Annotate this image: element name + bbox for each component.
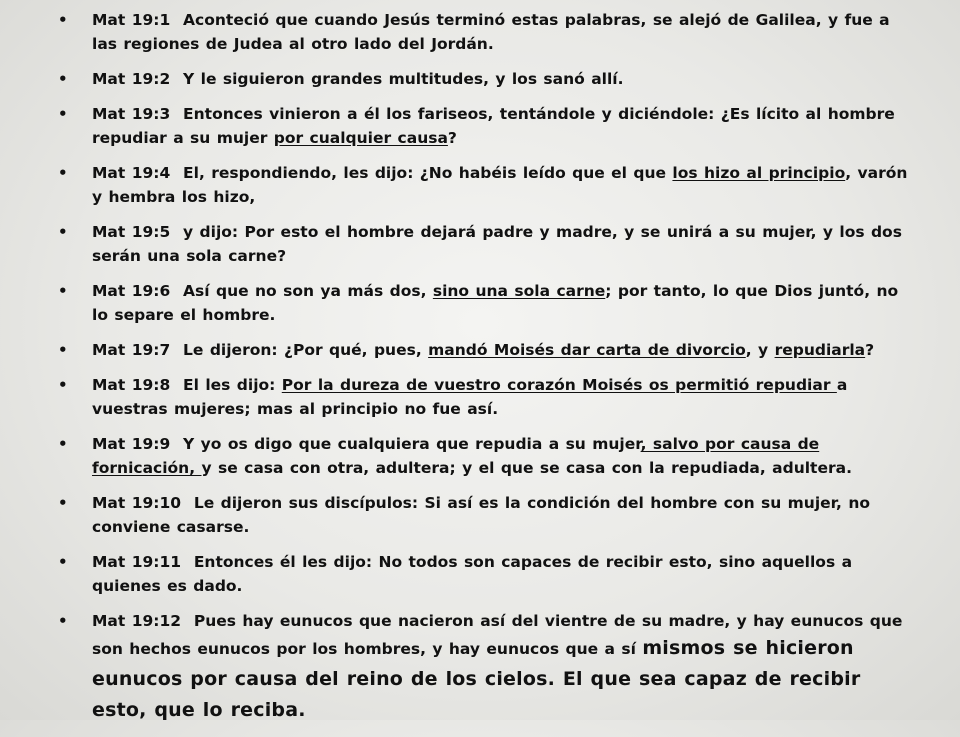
verse-19-8 (92, 373, 912, 421)
verse-19-4 (92, 161, 912, 209)
verse-text: Le dijeron: ¿Por qué, pues, (183, 341, 429, 359)
verse-ref: Mat 19:12 (92, 612, 182, 630)
verse-text-middle: , y (745, 341, 775, 359)
verse-text: Así que no son ya más dos, (183, 282, 433, 300)
verse-text: El, respondiendo, les dijo: ¿No habéis leído que el que (183, 164, 673, 182)
underlined-phrase: mandó Moisés dar carta de divorcio (428, 341, 746, 359)
verse-ref: Mat 19:1 (92, 11, 171, 29)
verse-ref: Mat 19:6 (92, 282, 171, 300)
underlined-phrase: por cualquier causa (273, 129, 448, 147)
verse-ref: Mat 19:8 (92, 376, 171, 394)
verse-text: Pues hay eunucos que nacieron así del vientre de su madre, y hay eunucos que son hechos eunucos por los hombres, y hay eunucos que a sí (92, 612, 903, 658)
verse-ref: Mat 19:9 (92, 435, 171, 453)
underlined-phrase: sino una sola carne (432, 282, 606, 300)
verse-text: Y yo os digo que cualquiera que repudia a su mujer (183, 435, 641, 453)
verse-text-tail: , varón y hembra los hizo, (92, 164, 908, 206)
verse-ref: Mat 19:5 (92, 223, 171, 241)
underlined-phrase-2: repudiarla (774, 341, 866, 359)
verse-19-1 (92, 8, 912, 56)
verse-text: Le dijeron sus discípulos: Si así es la condición del hombre con su mujer, no conviene casarse. (92, 494, 870, 536)
verse-ref: Mat 19:4 (92, 164, 171, 182)
verse-ref: Mat 19:2 (92, 70, 171, 88)
verse-text-large: mismos se hicieron eunucos por causa del reino de los cielos. El que sea capaz de recibir esto, que lo reciba. (92, 637, 861, 721)
verse-19-12 (92, 609, 912, 726)
verse-19-5 (92, 220, 912, 268)
verse-ref: Mat 19:7 (92, 341, 171, 359)
verse-text: Aconteció que cuando Jesús terminó estas palabras, se alejó de Galilea, y fue a las regiones de Judea al otro lado del Jordán. (92, 11, 890, 53)
verse-text-tail: ? (865, 341, 875, 359)
verse-19-2 (92, 67, 912, 91)
underlined-phrase: los hizo al principio (672, 164, 846, 182)
verse-text-tail: ? (447, 129, 457, 147)
verse-ref: Mat 19:3 (92, 105, 171, 123)
verse-19-7 (92, 338, 912, 362)
verse-19-9 (92, 432, 912, 480)
verse-list (92, 8, 912, 737)
verse-ref: Mat 19:11 (92, 553, 182, 571)
verse-19-3 (92, 102, 912, 150)
verse-text-tail: ; por tanto, lo que Dios juntó, no lo separe el hombre. (92, 282, 899, 324)
underlined-phrase: , salvo por causa de fornicación, (92, 435, 820, 477)
verse-text-tail: y se casa con otra, adultera; y el que se casa con la repudiada, adultera. (201, 459, 852, 477)
verse-text: Y le siguieron grandes multitudes, y los sanó allí. (183, 70, 624, 88)
verse-text: El les dijo: (183, 376, 282, 394)
verse-19-11 (92, 550, 912, 598)
verse-19-6 (92, 279, 912, 327)
underlined-phrase: Por la dureza de vuestro corazón Moisés os permitió repudiar (281, 376, 837, 394)
verse-ref: Mat 19:10 (92, 494, 182, 512)
verse-text: Entonces él les dijo: No todos son capaces de recibir esto, sino aquellos a quienes es dado. (92, 553, 853, 595)
verse-19-10 (92, 491, 912, 539)
verse-text: y dijo: Por esto el hombre dejará padre y madre, y se unirá a su mujer, y los dos serán una sola carne? (92, 223, 902, 265)
verse-text-tail: a vuestras mujeres; mas al principio no fue así. (92, 376, 848, 418)
verse-text: Entonces vinieron a él los fariseos, tentándole y diciéndole: ¿Es lícito al hombre repudiar a su mujer (92, 105, 895, 147)
